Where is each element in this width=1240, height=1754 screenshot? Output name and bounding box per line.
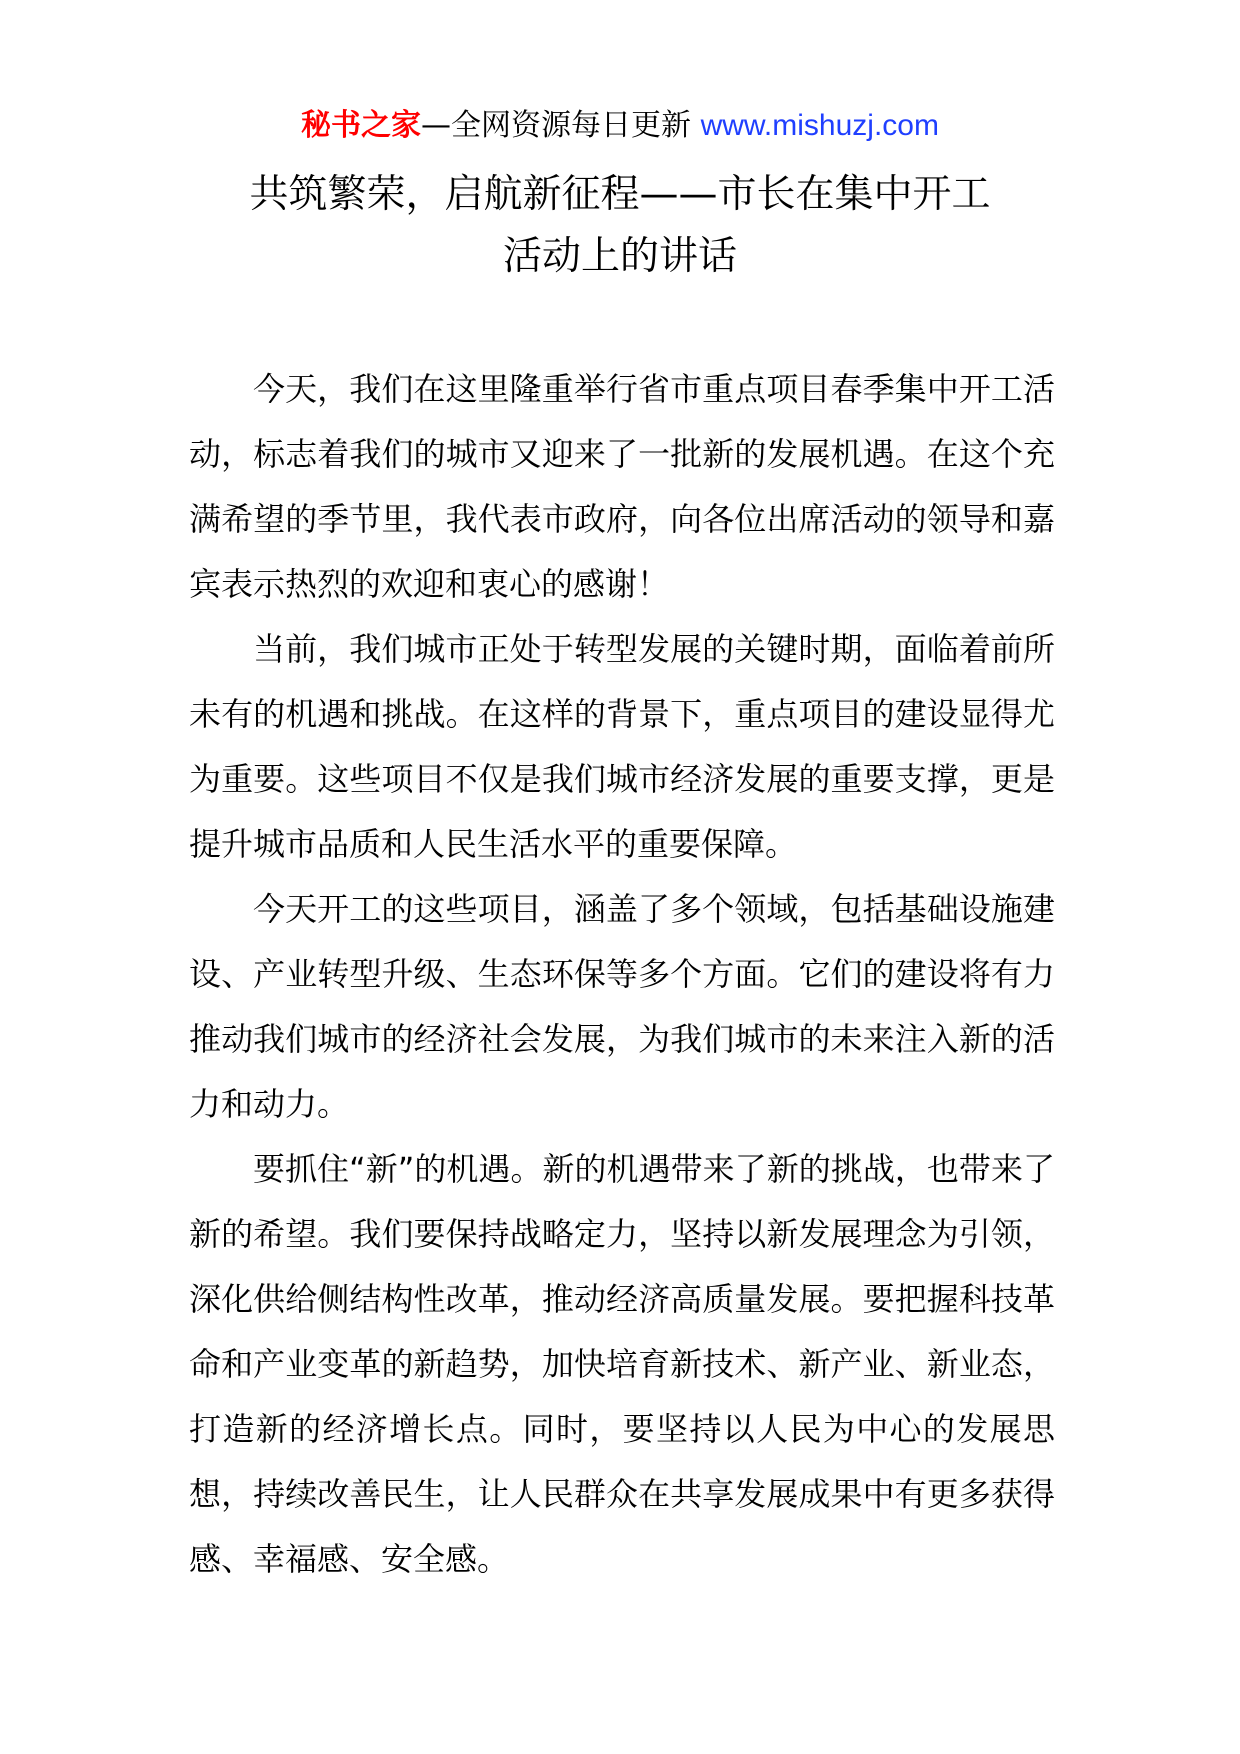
body-paragraph: 当前，我们城市正处于转型发展的关键时期，面临着前所未有的机遇和挑战。在这样的背景下，重点项目的建设显得尤为重要。这些项目不仅是我们城市经济发展的重要支撑，更是提升城市品质和人民生活水平的重要保障。	[189, 630, 1055, 863]
site-url-link[interactable]: www.mishuzj.com	[700, 109, 939, 142]
document-title-line-1: 共筑繁荣，启航新征程——市长在集中开工	[249, 172, 991, 217]
site-tagline: —全网资源每日更新	[421, 108, 701, 143]
site-brand: 秘书之家	[301, 108, 422, 143]
body-paragraph: 今天开工的这些项目，涵盖了多个领域，包括基础设施建设、产业转型升级、生态环保等多个方面。它们的建设将有力推动我们城市的经济社会发展，为我们城市的未来注入新的活力和动力。	[189, 890, 1055, 1123]
document-title	[150, 164, 1090, 288]
body-paragraph: 今天，我们在这里隆重举行省市重点项目春季集中开工活动，标志着我们的城市又迎来了一批新的发展机遇。在这个充满希望的季节里，我代表市政府，向各位出席活动的领导和嘉宾表示热烈的欢迎和衷心的感谢！	[189, 370, 1055, 603]
body-paragraph: 要抓住“新”的机遇。新的机遇带来了新的挑战，也带来了新的希望。我们要保持战略定力，坚持以新发展理念为引领，深化供给侧结构性改革，推动经济高质量发展。要把握科技革命和产业变革的新趋势，加快培育新技术、新产业、新业态，打造新的经济增长点。同时，要坚持以人民为中心的发展思想，持续改善民生，让人民群众在共享发展成果中有更多获得感、幸福感、安全感。	[189, 1150, 1055, 1578]
document-body	[189, 357, 1055, 1592]
document-title-line-2: 活动上的讲话	[502, 234, 737, 279]
site-header	[0, 104, 1240, 148]
